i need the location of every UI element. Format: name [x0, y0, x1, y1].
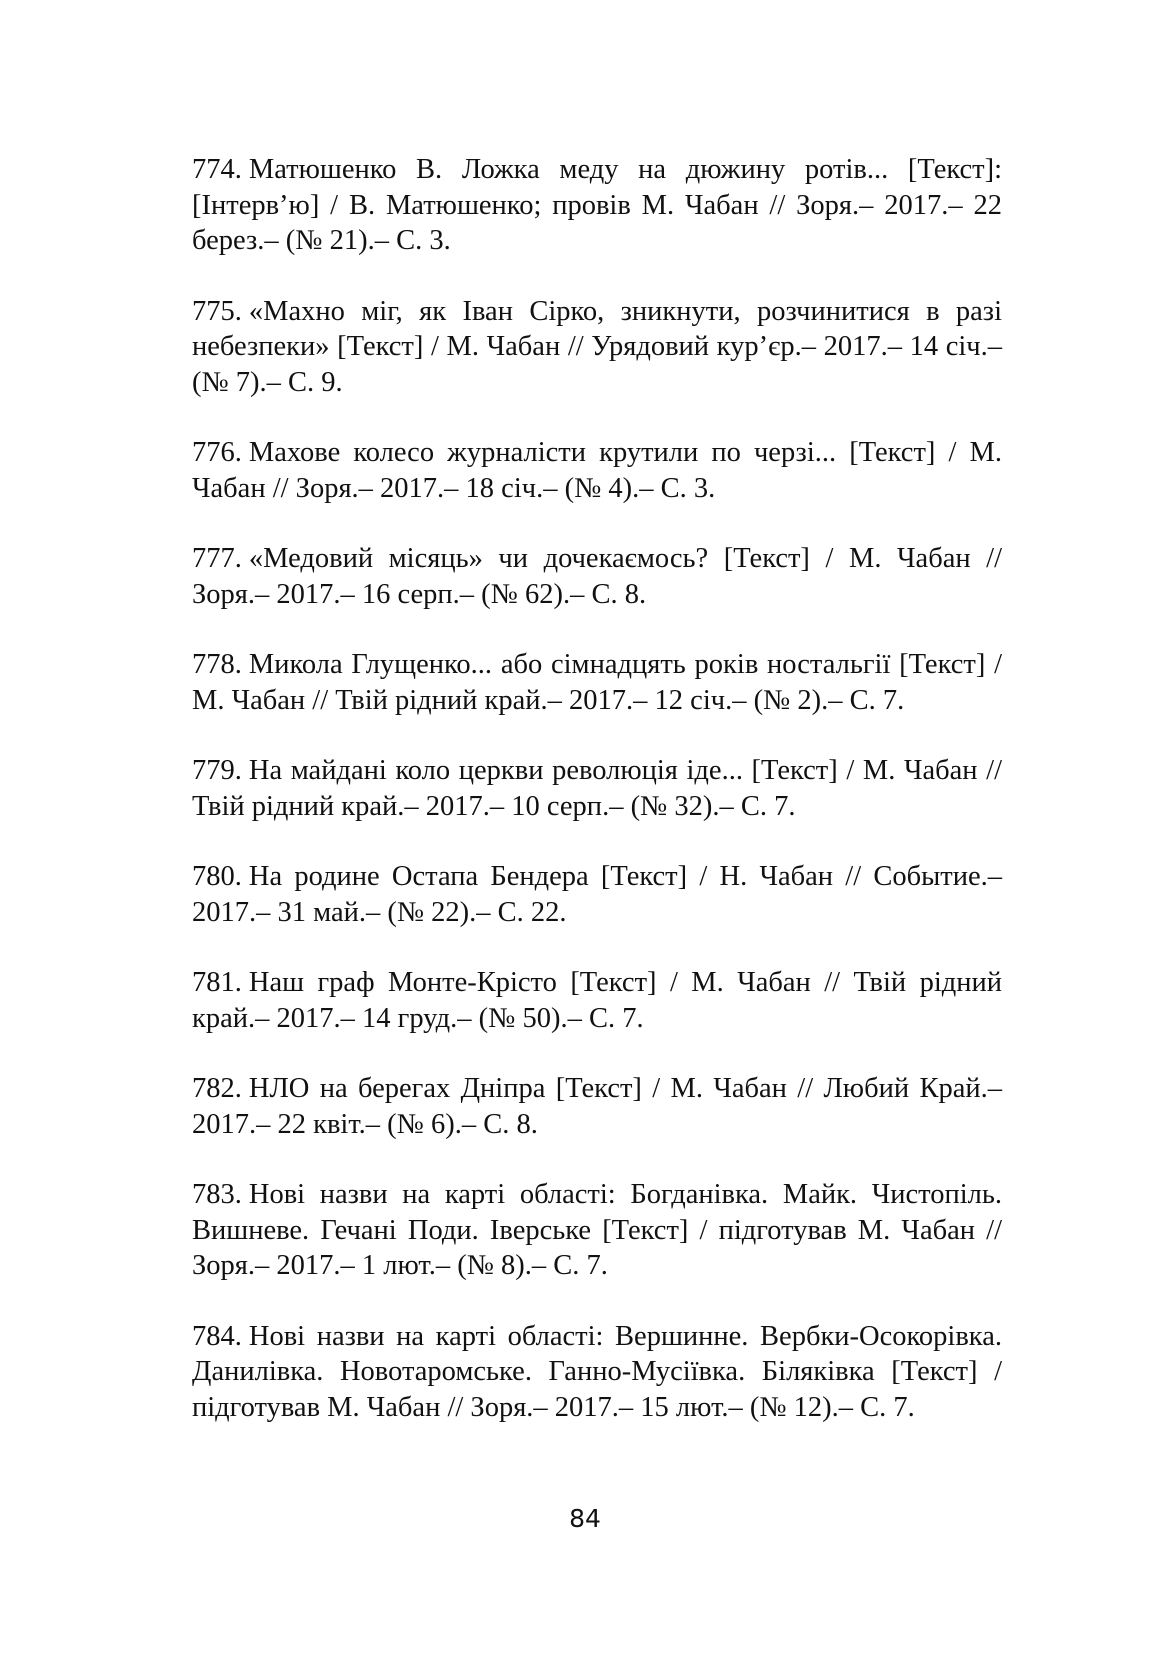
entry-text: Нові назви на карті області: Богданівка. Майк. Чистопіль. Вишневе. Гечані Поди. Іверське [Текст] / підготував М. Чабан // Зоря.– 2017.– 1 лют.– (№ 8).– С. 7. — [192, 1179, 1002, 1281]
bibliography-entry-780 — [192, 859, 1002, 930]
entry-text: Наш граф Монте-Крісто [Текст] / М. Чабан // Твій рідний край.– 2017.– 14 груд.– (№ 50).– С. 7. — [192, 967, 1002, 1034]
entry-text: Махове колесо журналісти крутили по черзі... [Текст] / М. Чабан // Зоря.– 2017.– 18 січ.– (№ 4).– С. 3. — [192, 437, 1002, 504]
entry-text: На родине Остапа Бендера [Текст] / Н. Чабан // Событие.– 2017.– 31 май.– (№ 22).– С. 22. — [192, 861, 1002, 928]
bibliography-entry-778 — [192, 647, 1002, 718]
entry-number: 778. — [192, 649, 242, 680]
bibliography-entry-777 — [192, 541, 1002, 612]
bibliography-entry-775 — [192, 294, 1002, 401]
bibliography-entry-782 — [192, 1071, 1002, 1142]
bibliography-list — [192, 152, 1002, 1460]
entry-text: На майдані коло церкви революція іде... [Текст] / М. Чабан // Твій рідний край.– 2017.– 10 серп.– (№ 32).– С. 7. — [192, 755, 1002, 822]
bibliography-entry-776 — [192, 435, 1002, 506]
bibliography-entry-774 — [192, 152, 1002, 259]
entry-text: Микола Глущенко... або сімнадцять років ностальгії [Текст] / М. Чабан // Твій рідний край.– 2017.– 12 січ.– (№ 2).– С. 7. — [192, 649, 1002, 716]
bibliography-entry-781 — [192, 965, 1002, 1036]
entry-text: Нові назви на карті області: Вершинне. Вербки-Осокорівка. Данилівка. Новотаромське. Ганно-Мусіївка. Біляківка [Текст] / підготував М. Чабан // Зоря.– 2017.– 15 лют.– (№ 12).– С. 7. — [192, 1320, 1002, 1423]
entry-number: 777. — [192, 543, 242, 574]
bibliography-entry-784 — [192, 1319, 1002, 1426]
entry-number: 774. — [192, 154, 242, 185]
entry-number: 782. — [192, 1073, 242, 1104]
entry-number: 784. — [192, 1320, 242, 1352]
entry-number: 780. — [192, 861, 242, 892]
bibliography-entry-779 — [192, 753, 1002, 824]
entry-number: 779. — [192, 755, 242, 786]
entry-number: 776. — [192, 437, 242, 468]
entry-text: «Махно міг, як Іван Сірко, зникнути, розчинитися в разі небезпеки» [Текст] / М. Чабан // Урядовий кур’єр.– 2017.– 14 січ.– (№ 7).– С. 9. — [192, 295, 1002, 398]
entry-number: 781. — [192, 967, 242, 998]
entry-number: 783. — [192, 1179, 242, 1210]
entry-text: Матюшенко В. Ложка меду на дюжину ротів... [Текст]: [Інтерв’ю] / В. Матюшенко; провів М. Чабан // Зоря.– 2017.– 22 берез.– (№ 21).– С. 3. — [192, 154, 1002, 256]
bibliography-entry-783 — [192, 1177, 1002, 1284]
page-number: 84 — [569, 1504, 601, 1533]
entry-number: 775. — [192, 295, 242, 327]
entry-text: НЛО на берегах Дніпра [Текст] / М. Чабан // Любий Край.– 2017.– 22 квіт.– (№ 6).– С. 8. — [192, 1073, 1002, 1140]
entry-text: «Медовий місяць» чи дочекаємось? [Текст] / М. Чабан // Зоря.– 2017.– 16 серп.– (№ 62).– С. 8. — [192, 543, 1002, 610]
